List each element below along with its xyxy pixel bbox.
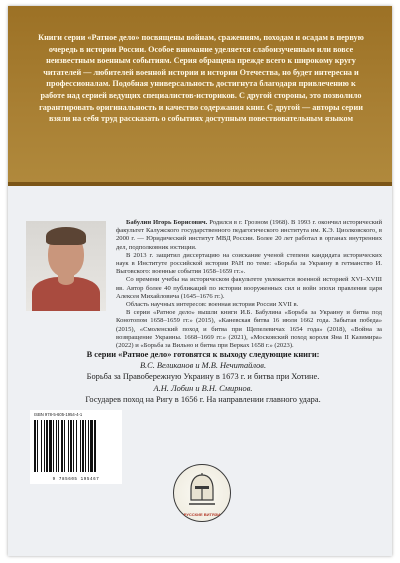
book1-title: Борьба за Правобережную Украину в 1673 г. и битва при Хотине. — [86, 372, 320, 382]
upcoming-books — [36, 349, 370, 405]
bio-paragraph-4: Область научных интересов: военная история России XVII в. — [126, 301, 299, 309]
publisher-name: РУССКИЕ ВИТЯЗИ — [183, 512, 221, 517]
author-photo — [26, 221, 106, 311]
book2-authors: А.Н. Лобин и В.Н. Смирнов. — [153, 383, 253, 393]
series-description-band — [8, 6, 392, 182]
publisher-logo — [173, 464, 231, 522]
bio-paragraph-1 — [116, 219, 382, 252]
series-description — [34, 32, 368, 125]
bio-paragraph-2: В 2013 г. защитил диссертацию на соискание ученой степени кандидата исторических наук в Институте российской истории РАН по теме: «Борьба за Украину в гетманство И. Выговского: военные события 1658–1659 гг.». — [116, 251, 382, 276]
isbn-label: ISBN 978-5-605-1954-4-1 — [34, 412, 83, 417]
barcode-bars — [34, 420, 118, 472]
book-back-cover — [8, 6, 392, 556]
barcode-digits: 9 785605 195467 — [52, 478, 100, 482]
isbn-barcode — [30, 410, 122, 484]
book1-authors: В.С. Великанов и М.В. Нечитайлов. — [139, 361, 267, 371]
book2-title: Государев поход на Ригу в 1656 г. На направлении главного удара. — [85, 394, 321, 404]
author-bio — [116, 219, 382, 350]
bio-paragraph-5: В серии «Ратное дело» вышли книги И.Б. Бабулина «Борьба за Украину и битва под Конотопом 1658–1659 гг.» (2015), «Каневская битва 16 июля 1662 года. Забытая победа» (2015), «Смоленский поход и битва при Щепелевичах 1654 года» (2018), «Война за возвращение Украины. 1668–1669 гг.» (2021), «Московский поход короля Яна II Казимира» (2022) и «Борьба за Вильно и битва при Верках 1658 г.» (2023). — [116, 309, 382, 350]
author-name: Бабулин Игорь Борисович. — [126, 219, 208, 226]
series-description-text: Книги серии «Ратное дело» посвящены войнам, сражениям, походам и осадам в первую очередь в истории России. Особое внимание уделяется слабоизученным или вовсе неизвестным военным событиям. Серия обращена прежде всего к широкому кругу читателей — любителей военной истории и истории Отечества, но будет интересна и профессионалам. Подобная универсальность достигнута благодаря привлечению к работе над серией ведущих специалистов-историков. С другой стороны, это позволило гарантировать оригинальность и качество содержания книг. С другой — авторы серии взяли на себя труд рассказать о событиях доступным повествовательным языком — [38, 33, 364, 124]
knight-helmet-icon — [187, 473, 217, 507]
barcode-stripe — [96, 420, 97, 472]
upcoming-heading: В серии «Ратное дело» готовятся к выходу следующие книги: — [86, 350, 320, 359]
bio-paragraph-3: Со времени учебы на историческом факультете увлекается военной историей XVI–XVIII вв. Автор более 40 публикаций по истории вооруженных сил и войн эпохи правления царя Алексея Михайловича (1645–1676 гг.). — [116, 276, 382, 300]
bio-paragraph-1-text: Родился в г. Грозном (1968). В 1993 г. окончил исторический факультет Калужского государственного педагогического института им. К.Э. Циолковского, в 2000 г. — Юридический институт МВД России. Более 20 лет работал в органах внутренних дел, подполковник юстиции. — [116, 219, 383, 251]
divider — [8, 182, 392, 186]
